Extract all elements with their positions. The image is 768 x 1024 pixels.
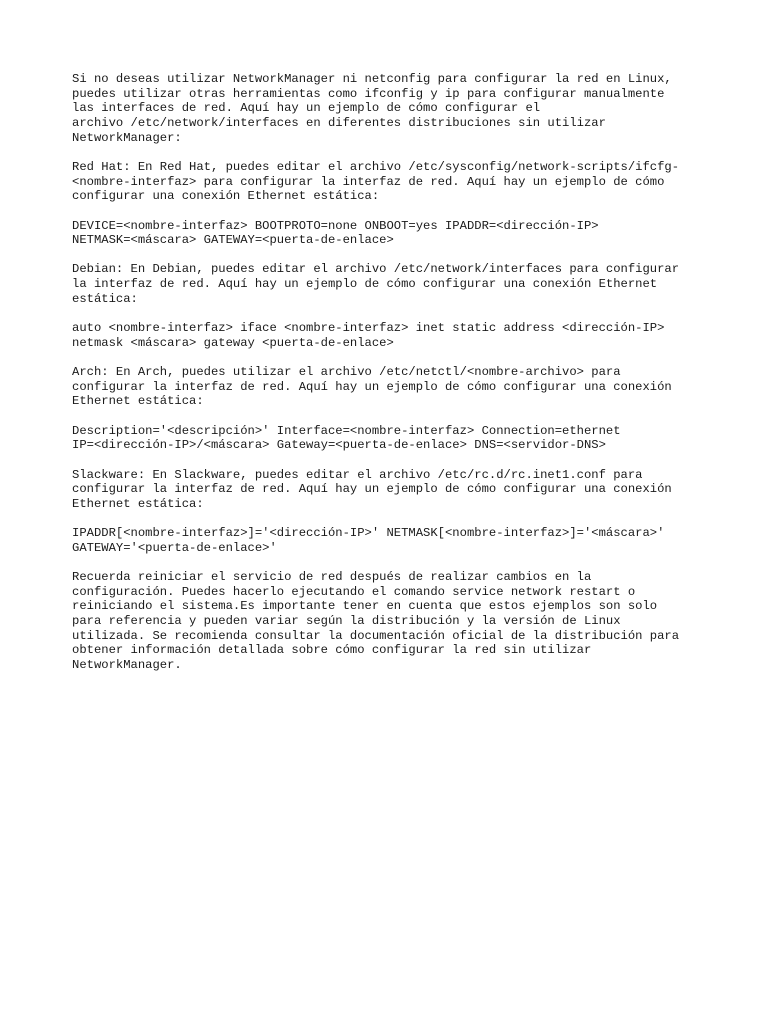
arch-paragraph: Arch: En Arch, puedes utilizar el archivo /etc/netctl/<nombre-archivo> para configurar la interfaz de red. Aquí hay un ejemplo de cómo configurar una conexión Ethernet estática:	[72, 365, 672, 409]
slackware-paragraph: Slackware: En Slackware, puedes editar el archivo /etc/rc.d/rc.inet1.conf para configurar la interfaz de red. Aquí hay un ejemplo de cómo configurar una conexión Ethernet estática:	[72, 467, 672, 511]
slackware-config-example: IPADDR[<nombre-interfaz>]='<dirección-IP>' NETMASK[<nombre-interfaz>]='<máscara>' GATEWAY='<puerta-de-enlace>'	[72, 526, 665, 555]
closing-paragraph: Recuerda reiniciar el servicio de red después de realizar cambios en la configuración. Puedes hacerlo ejecutando el comando service network restart o reiniciando el sistema.Es importante tener en cuenta que estos ejemplos son solo para referencia y pueden variar según la distribución y la versión de Linux utilizada. Se recomienda consultar la documentación oficial de la distribución para obtener información detallada sobre cómo configurar la red sin utilizar NetworkManager.	[72, 570, 680, 673]
redhat-paragraph: Red Hat: En Red Hat, puedes editar el archivo /etc/sysconfig/network-scripts/ifcfg- <nombre-interfaz> para configurar la interfaz de red. Aquí hay un ejemplo de cómo configurar una conexión Ethernet estática:	[72, 159, 680, 204]
debian-paragraph: Debian: En Debian, puedes editar el archivo /etc/network/interfaces para configurar la interfaz de red. Aquí hay un ejemplo de cómo configurar una conexión Ethernet estática:	[72, 262, 680, 306]
intro-paragraph: Si no deseas utilizar NetworkManager ni netconfig para configurar la red en Linux, puedes utilizar otras herramientas como ifconfig y ip para configurar manualmente las interfaces de red. Aquí hay un ejemplo de cómo configurar el archivo /etc/network/interfaces en diferentes distribuciones sin utilizar NetworkManager:	[72, 72, 672, 145]
document-page	[72, 72, 712, 687]
redhat-config-example: DEVICE=<nombre-interfaz> BOOTPROTO=none ONBOOT=yes IPADDR=<dirección-IP> NETMASK=<máscara> GATEWAY=<puerta-de-enlace>	[72, 218, 599, 248]
arch-config-example: Description='<descripción>' Interface=<nombre-interfaz> Connection=ethernet IP=<dirección-IP>/<máscara> Gateway=<puerta-de-enlace> DNS=<servidor-DNS>	[72, 423, 621, 453]
debian-config-example: auto <nombre-interfaz> iface <nombre-interfaz> inet static address <dirección-IP> netmask <máscara> gateway <puerta-de-enlace>	[72, 321, 665, 350]
